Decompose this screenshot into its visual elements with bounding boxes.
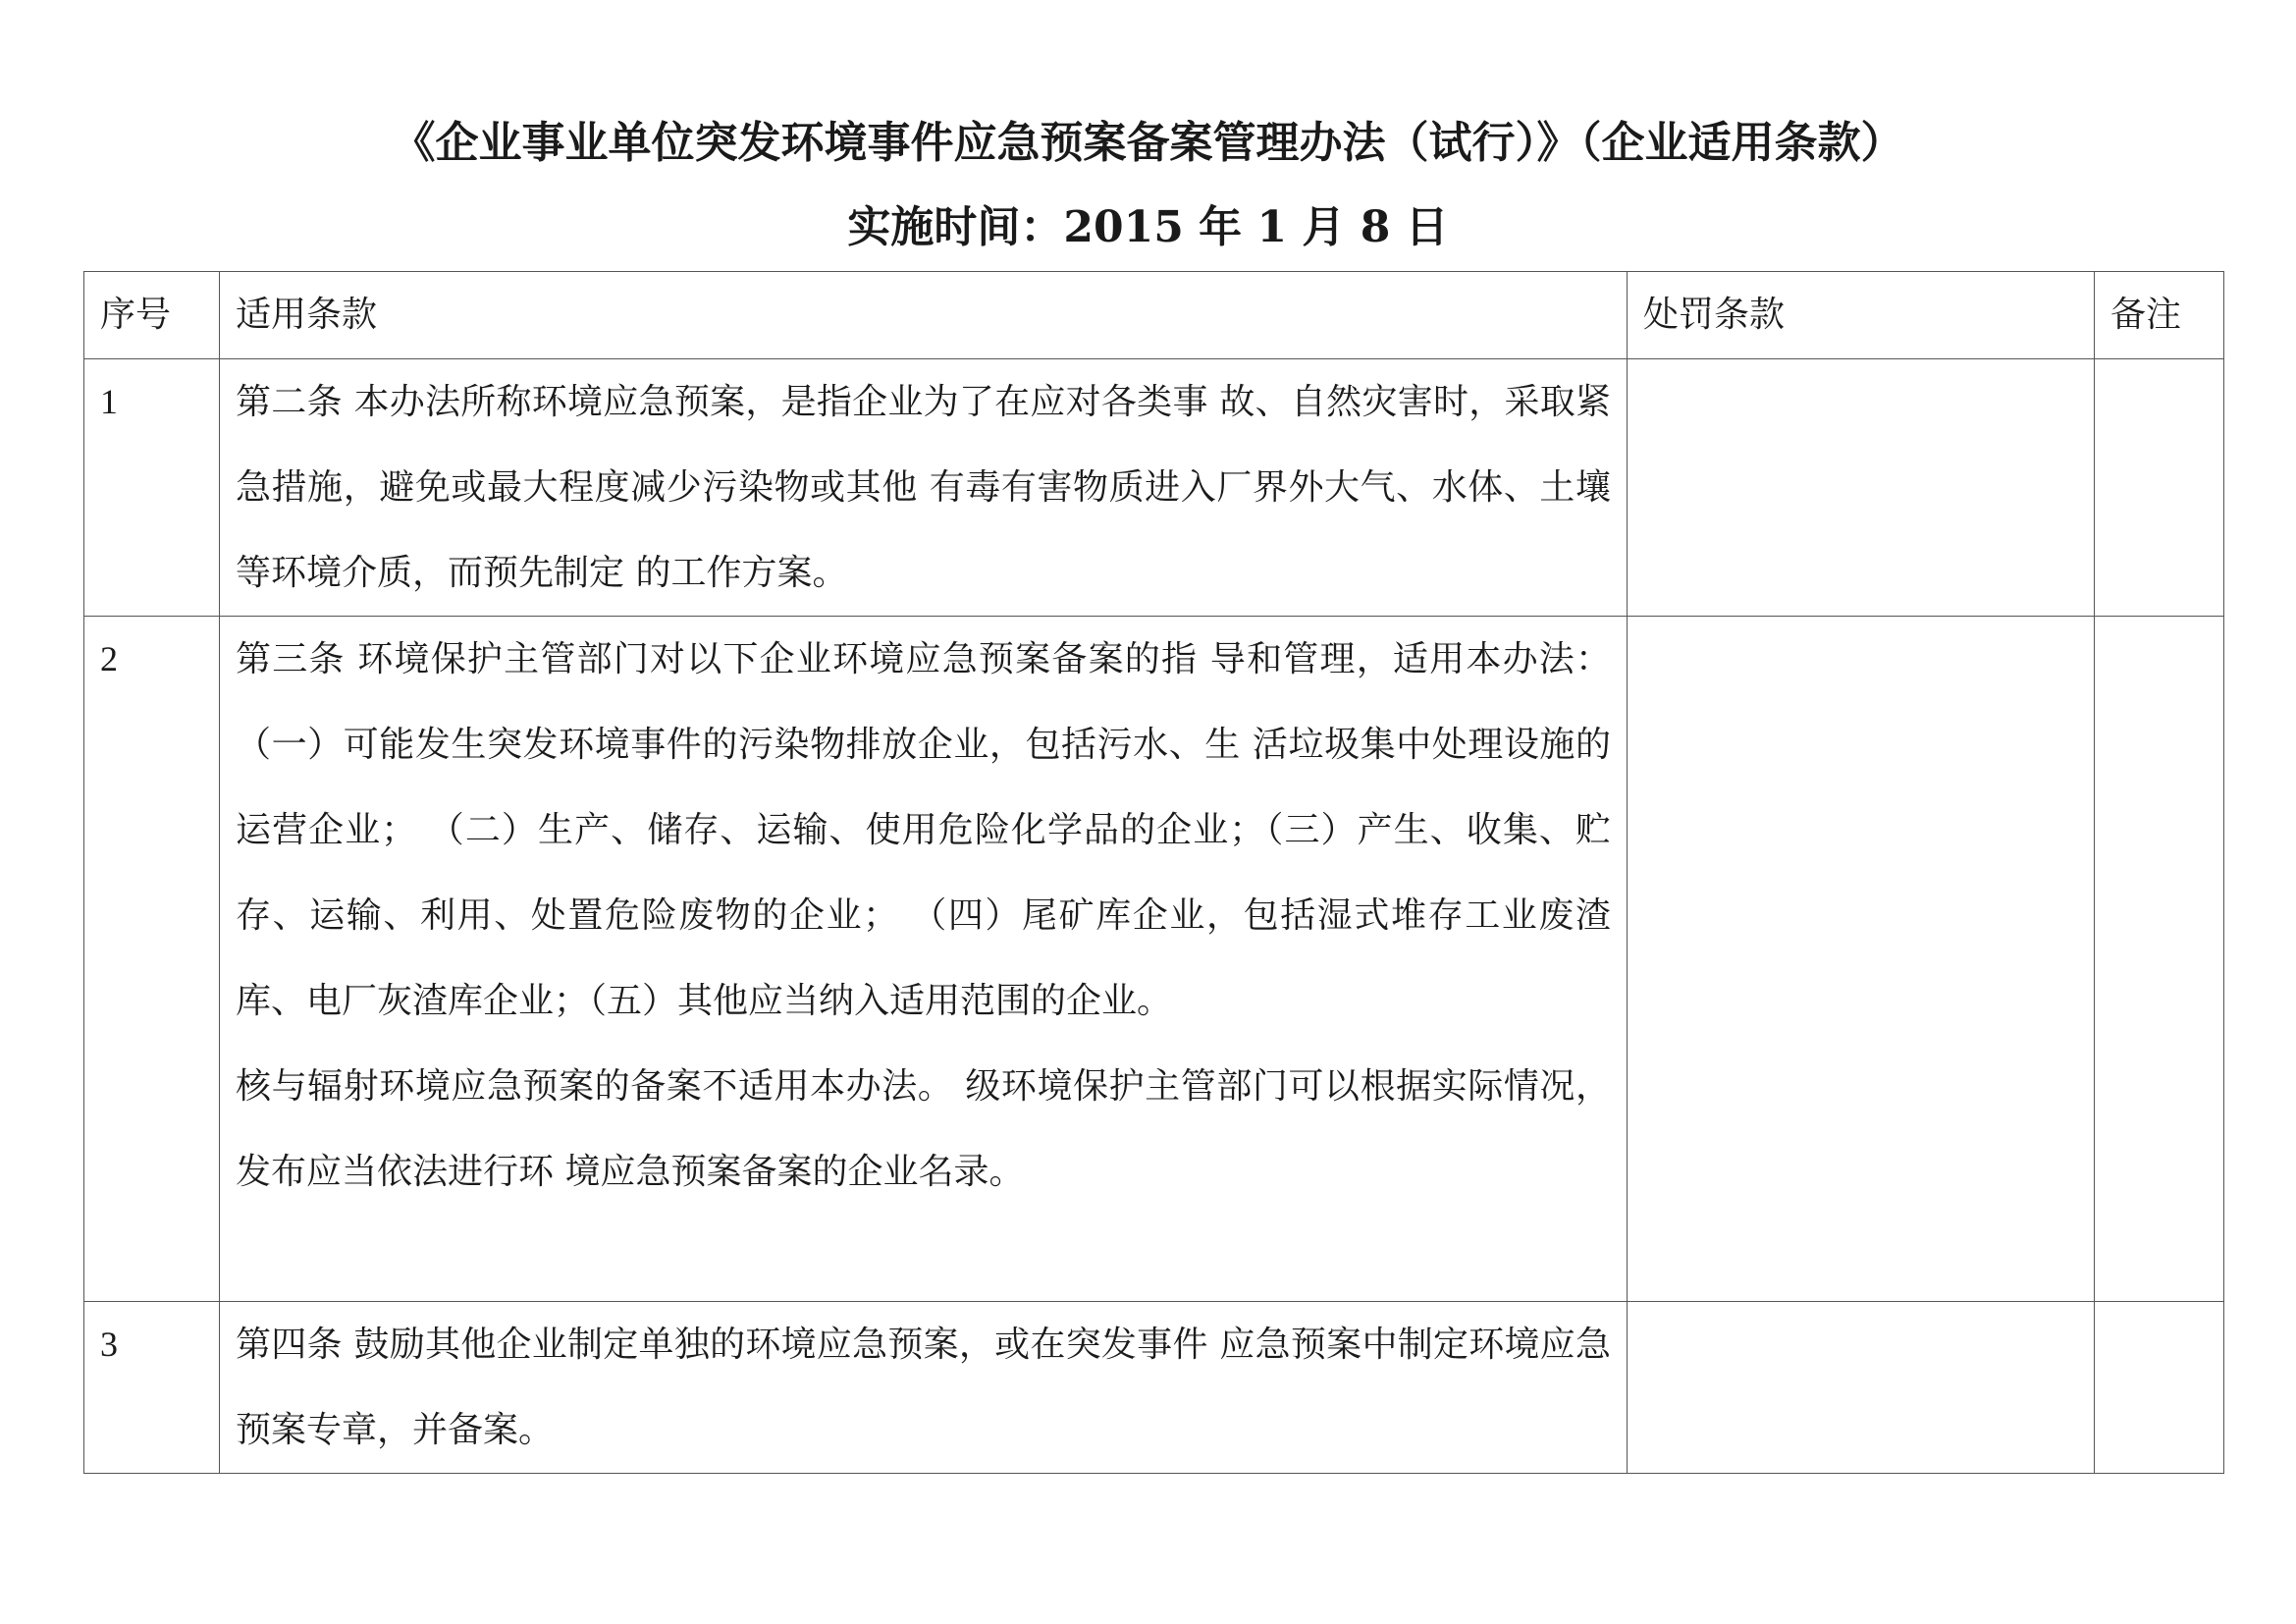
penalty-cell: [1628, 359, 2095, 617]
header-no: 序号: [84, 272, 220, 359]
header-penalty: 处罚条款: [1628, 272, 2095, 359]
table-header-row: [84, 272, 2224, 359]
penalty-cell: [1628, 617, 2095, 1302]
note-cell: [2095, 617, 2224, 1302]
row-number: 2: [84, 617, 220, 1302]
clause-text: 第四条 鼓励其他企业制定单独的环境应急预案，或在突发事件 应急预案中制定环境应急预案专章，并备案。: [236, 1325, 1611, 1450]
clause-table: [83, 271, 2224, 1474]
table-row: [84, 1302, 2224, 1474]
row-number: 1: [84, 359, 220, 617]
table-row: [84, 359, 2224, 617]
clause-text: 核与辐射环境应急预案的备案不适用本办法。 级环境保护主管部门可以根据实际情况，发布应当依法进行环 境应急预案备案的企业名录。: [236, 1066, 1611, 1192]
table-row: [84, 617, 2224, 1302]
clause-cell: [220, 359, 1628, 617]
note-cell: [2095, 1302, 2224, 1474]
row-number: 3: [84, 1302, 220, 1474]
clause-cell: [220, 617, 1628, 1302]
clause-text: 第三条 环境保护主管部门对以下企业环境应急预案备案的指 导和管理，适用本办法：（一）可能发生突发环境事件的污染物排放企业，包括污水、生 活垃圾集中处理设施的运营企业； （二）生产、储存、运输、使用危险化学品的企业；（三）产生、收集、贮存、运输、利用、处置危险废物的企业； （四）尾矿库企业，包括湿式堆存工业废渣库、电厂灰渣库企业；（五）其他应当纳入适用范围的企业。: [236, 639, 1611, 1021]
header-note: 备注: [2095, 272, 2224, 359]
document-subtitle: 实施时间：2015 年 1 月 8 日: [847, 202, 1449, 252]
header-clause: 适用条款: [220, 272, 1628, 359]
penalty-cell: [1628, 1302, 2095, 1474]
note-cell: [2095, 359, 2224, 617]
clause-cell: [220, 1302, 1628, 1474]
clause-text: 第二条 本办法所称环境应急预案，是指企业为了在应对各类事 故、自然灾害时，采取紧急措施，避免或最大程度减少污染物或其他 有毒有害物质进入厂界外大气、水体、土壤等环境介质，而预先制定 的工作方案。: [236, 382, 1611, 593]
document-title: 《企业事业单位突发环境事件应急预案备案管理办法（试行）》（企业适用条款）: [392, 118, 1904, 168]
